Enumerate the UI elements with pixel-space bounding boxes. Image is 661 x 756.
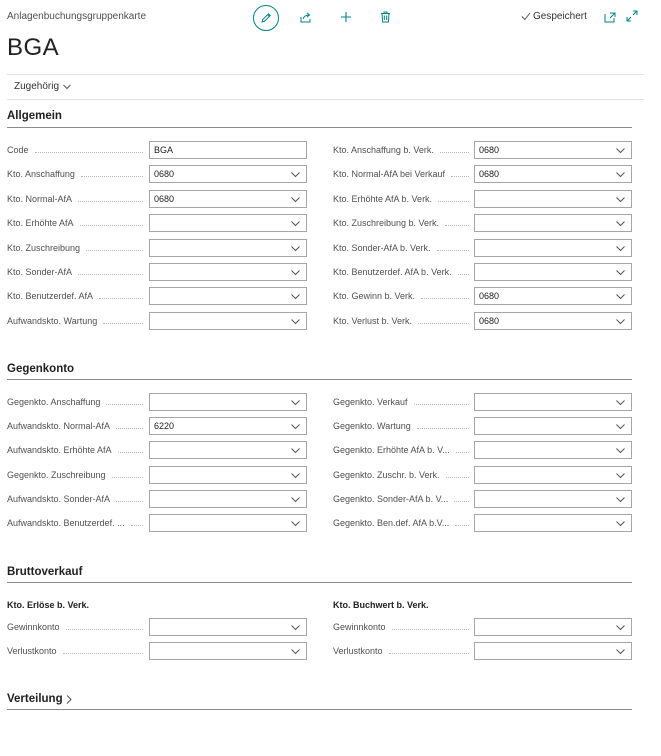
field-label-gewinnkonto <box>7 617 143 637</box>
field-label-text: Aufwandskto. Benutzerdef. ... <box>7 518 125 528</box>
field-label-text: Verlustkonto <box>7 646 57 656</box>
field-label-text: Kto. Verlust b. Verk. <box>333 316 413 326</box>
field-label-kto-anschaffung-b-verk <box>333 140 469 160</box>
select-gegenkto-anschaffung[interactable] <box>149 393 307 411</box>
section-title-bruttoverkauf[interactable]: Bruttoverkauf <box>7 566 83 578</box>
action-bar <box>7 74 644 100</box>
select-gegenkto-zuschreibung[interactable] <box>149 466 307 484</box>
chevron-down-icon[interactable] <box>616 398 625 407</box>
dot-leader <box>78 200 143 202</box>
select-kto-anschaffung-b-verk[interactable] <box>474 141 632 159</box>
select-kto-normal-afa-bei-verkauf[interactable] <box>474 165 632 183</box>
open-new-window-button[interactable] <box>603 10 617 24</box>
dot-leader <box>116 500 143 502</box>
field-label-aufwandskto-normal-afa <box>7 416 143 436</box>
chevron-down-icon[interactable] <box>616 623 625 632</box>
field-label-text: Gegenkto. Verkauf <box>333 397 408 407</box>
select-kto-gewinn-b-verk[interactable] <box>474 287 632 305</box>
select-kto-sonder-afa-b-verk[interactable] <box>474 239 632 257</box>
delete-icon <box>380 11 391 23</box>
field-label-gegenkto-sonder-afa-b-v <box>333 489 469 509</box>
field-label-text: Gegenkto. Ben.def. AfA b.V... <box>333 518 450 528</box>
share-icon <box>299 11 312 24</box>
dot-leader <box>35 151 143 153</box>
field-label-text: Gewinnkonto <box>7 622 60 632</box>
section-title-allgemein[interactable]: Allgemein <box>7 110 62 122</box>
field-label-gegenkto-erhöhte-afa-b-v <box>333 440 469 460</box>
dot-leader <box>112 476 143 478</box>
dot-leader <box>66 628 143 630</box>
dot-leader <box>451 175 469 177</box>
field-label-gegenkto-verkauf <box>333 392 469 412</box>
dot-leader <box>421 297 469 299</box>
field-label-text: Kto. Sonder-AfA <box>7 267 73 277</box>
select-aufwandskto-normal-afa[interactable] <box>149 417 307 435</box>
chevron-down-icon[interactable] <box>291 244 300 253</box>
field-label-text: Kto. Anschaffung b. Verk. <box>333 145 434 155</box>
subheading-erloese: Kto. Erlöse b. Verk. <box>7 600 90 610</box>
field-label-text: Kto. Anschaffung <box>7 169 75 179</box>
expand-icon <box>626 10 638 22</box>
related-menu-button[interactable] <box>14 81 71 92</box>
field-label-text: Kto. Zuschreibung <box>7 243 81 253</box>
section-divider <box>7 379 632 380</box>
field-label-kto-sonder-afa <box>7 262 143 282</box>
field-value: 6220 <box>154 421 175 431</box>
select-aufwandskto-wartung[interactable] <box>149 312 307 330</box>
field-label-text: Aufwandskto. Wartung <box>7 316 98 326</box>
chevron-down-icon[interactable] <box>616 195 625 204</box>
chevron-down-icon[interactable] <box>616 317 625 326</box>
dot-leader <box>417 427 469 429</box>
dot-leader <box>454 500 469 502</box>
new-button[interactable] <box>338 9 354 25</box>
field-label-kto-zuschreibung <box>7 238 143 258</box>
field-label-text: Aufwandskto. Erhöhte AfA <box>7 445 112 455</box>
chevron-down-icon[interactable] <box>291 317 300 326</box>
field-label-kto-verlust-b-verk <box>333 311 469 331</box>
field-value: 0680 <box>154 194 175 204</box>
chevron-down-icon[interactable] <box>616 471 625 480</box>
chevron-down-icon[interactable] <box>291 268 300 277</box>
related-label: Zugehörig <box>14 81 60 92</box>
select-gegenkto-erhöhte-afa-b-v[interactable] <box>474 441 632 459</box>
dot-leader <box>86 249 143 251</box>
select-aufwandskto-sonder-afa[interactable] <box>149 490 307 508</box>
page-title: BGA <box>7 34 60 61</box>
chevron-down-icon[interactable] <box>291 471 300 480</box>
dot-leader <box>81 175 143 177</box>
chevron-down-icon[interactable] <box>291 495 300 504</box>
chevron-down-icon[interactable] <box>291 623 300 632</box>
field-label-text: Gegenkto. Wartung <box>333 421 411 431</box>
verteilung-label: Verteilung <box>7 693 63 705</box>
chevron-down-icon[interactable] <box>616 446 625 455</box>
field-label-text: Gegenkto. Zuschreibung <box>7 470 106 480</box>
edit-button[interactable] <box>253 5 279 31</box>
select-gegenkto-ben-def-afa-b-v[interactable] <box>474 514 632 532</box>
field-value: BGA <box>154 145 174 155</box>
field-label-verlustkonto <box>333 641 469 661</box>
select-kto-zuschreibung[interactable] <box>149 239 307 257</box>
select-gegenkto-verkauf[interactable] <box>474 393 632 411</box>
chevron-down-icon[interactable] <box>291 647 300 656</box>
section-divider <box>7 582 632 583</box>
field-label-text: Kto. Benutzerdef. AfA <box>7 291 94 301</box>
dot-leader <box>99 297 143 299</box>
select-gewinnkonto[interactable] <box>474 618 632 636</box>
dot-leader <box>440 151 469 153</box>
select-gewinnkonto[interactable] <box>149 618 307 636</box>
expand-button[interactable] <box>625 9 639 23</box>
field-label-text: Aufwandskto. Normal-AfA <box>7 421 111 431</box>
select-aufwandskto-erhöhte-afa[interactable] <box>149 441 307 459</box>
field-label-text: Kto. Normal-AfA <box>7 194 73 204</box>
field-label-kto-anschaffung <box>7 164 143 184</box>
saved-status <box>521 11 587 22</box>
chevron-down-icon[interactable] <box>291 170 300 179</box>
chevron-down-icon[interactable] <box>291 446 300 455</box>
select-kto-benutzerdef-afa-b-verk[interactable] <box>474 263 632 281</box>
select-kto-verlust-b-verk[interactable] <box>474 312 632 330</box>
field-label-text: Kto. Sonder-AfA b. Verk. <box>333 243 431 253</box>
dot-leader <box>106 403 143 405</box>
chevron-down-icon[interactable] <box>616 219 625 228</box>
field-label-kto-benutzerdef-afa-b-verk <box>333 262 469 282</box>
dot-leader <box>118 451 143 453</box>
field-label-gegenkto-zuschreibung <box>7 465 143 485</box>
field-label-text: Gegenkto. Sonder-AfA b. V... <box>333 494 449 504</box>
chevron-down-icon[interactable] <box>291 398 300 407</box>
select-gegenkto-wartung[interactable] <box>474 417 632 435</box>
select-aufwandskto-benutzerdef[interactable] <box>149 514 307 532</box>
chevron-down-icon[interactable] <box>616 519 625 528</box>
field-label-kto-benutzerdef-afa <box>7 286 143 306</box>
plus-icon <box>340 11 352 23</box>
section-title-gegenkonto[interactable]: Gegenkonto <box>7 363 75 375</box>
saved-label: Gespeichert <box>533 11 587 22</box>
field-label-text: Kto. Erhöhte AfA b. Verk. <box>333 194 433 204</box>
dot-leader <box>80 224 143 226</box>
select-kto-erhöhte-afa[interactable] <box>149 214 307 232</box>
field-label-text: Kto. Erhöhte AfA <box>7 218 74 228</box>
field-label-verlustkonto <box>7 641 143 661</box>
input-code[interactable] <box>149 141 307 159</box>
select-kto-normal-afa[interactable] <box>149 190 307 208</box>
subheading-buchwert: Kto. Buchwert b. Verk. <box>333 600 429 610</box>
dot-leader <box>63 652 143 654</box>
field-label-aufwandskto-erhöhte-afa <box>7 440 143 460</box>
field-label-kto-gewinn-b-verk <box>333 286 469 306</box>
select-kto-benutzerdef-afa[interactable] <box>149 287 307 305</box>
chevron-down-icon[interactable] <box>616 146 625 155</box>
dot-leader <box>103 322 143 324</box>
field-label-text: Kto. Zuschreibung b. Verk. <box>333 218 440 228</box>
delete-button[interactable] <box>377 9 393 25</box>
field-label-aufwandskto-sonder-afa <box>7 489 143 509</box>
chevron-down-icon[interactable] <box>616 292 625 301</box>
dot-leader <box>455 524 469 526</box>
chevron-down-icon[interactable] <box>291 195 300 204</box>
select-kto-erhöhte-afa-b-verk[interactable] <box>474 190 632 208</box>
dot-leader <box>131 524 143 526</box>
dot-leader <box>445 224 469 226</box>
field-label-text: Code <box>7 145 29 155</box>
field-label-text: Kto. Benutzerdef. AfA b. Verk. <box>333 267 452 277</box>
dot-leader <box>116 427 143 429</box>
chevron-down-icon[interactable] <box>291 422 300 431</box>
field-label-text: Gegenkto. Anschaffung <box>7 397 101 407</box>
field-value: 0680 <box>479 291 500 301</box>
dot-leader <box>458 273 469 275</box>
select-verlustkonto[interactable] <box>474 642 632 660</box>
page-caption: Anlagenbuchungsgruppenkarte <box>7 11 146 22</box>
open-new-window-icon <box>604 12 616 23</box>
field-label-text: Gewinnkonto <box>333 622 386 632</box>
field-value: 0680 <box>154 169 175 179</box>
field-label-text: Aufwandskto. Sonder-AfA <box>7 494 111 504</box>
field-label-gewinnkonto <box>333 617 469 637</box>
section-divider <box>7 709 632 710</box>
dot-leader <box>392 628 469 630</box>
field-label-code <box>7 140 143 160</box>
field-label-kto-zuschreibung-b-verk <box>333 213 469 233</box>
chevron-down-icon[interactable] <box>616 170 625 179</box>
select-gegenkto-sonder-afa-b-v[interactable] <box>474 490 632 508</box>
field-label-kto-erhöhte-afa <box>7 213 143 233</box>
dot-leader <box>456 451 469 453</box>
field-value: 0680 <box>479 145 500 155</box>
field-label-kto-normal-afa <box>7 189 143 209</box>
field-label-aufwandskto-wartung <box>7 311 143 331</box>
field-label-text: Gegenkto. Zuschr. b. Verk. <box>333 470 440 480</box>
chevron-down-icon[interactable] <box>616 422 625 431</box>
chevron-right-icon <box>66 695 72 704</box>
chevron-down-icon <box>63 84 71 90</box>
chevron-down-icon[interactable] <box>616 268 625 277</box>
dot-leader <box>389 652 469 654</box>
field-value: 0680 <box>479 316 500 326</box>
dot-leader <box>437 249 469 251</box>
section-title-verteilung[interactable] <box>7 693 72 705</box>
field-value: 0680 <box>479 169 500 179</box>
select-kto-anschaffung[interactable] <box>149 165 307 183</box>
field-label-text: Kto. Normal-AfA bei Verkauf <box>333 169 446 179</box>
field-label-text: Verlustkonto <box>333 646 383 656</box>
field-label-gegenkto-wartung <box>333 416 469 436</box>
field-label-aufwandskto-benutzerdef <box>7 513 143 533</box>
chevron-down-icon[interactable] <box>616 647 625 656</box>
field-label-text: Gegenkto. Erhöhte AfA b. V... <box>333 445 450 455</box>
select-kto-zuschreibung-b-verk[interactable] <box>474 214 632 232</box>
chevron-down-icon[interactable] <box>616 244 625 253</box>
edit-icon <box>260 12 272 24</box>
dot-leader <box>418 322 469 324</box>
chevron-down-icon[interactable] <box>291 219 300 228</box>
select-kto-sonder-afa[interactable] <box>149 263 307 281</box>
field-label-kto-normal-afa-bei-verkauf <box>333 164 469 184</box>
checkmark-icon <box>521 12 531 21</box>
dot-leader <box>446 476 469 478</box>
dot-leader <box>414 403 469 405</box>
share-button[interactable] <box>297 9 313 25</box>
section-divider <box>7 127 632 128</box>
field-label-text: Kto. Gewinn b. Verk. <box>333 291 416 301</box>
chevron-down-icon[interactable] <box>291 292 300 301</box>
field-label-kto-erhöhte-afa-b-verk <box>333 189 469 209</box>
chevron-down-icon[interactable] <box>291 519 300 528</box>
field-label-gegenkto-zuschr-b-verk <box>333 465 469 485</box>
field-label-gegenkto-anschaffung <box>7 392 143 412</box>
select-verlustkonto[interactable] <box>149 642 307 660</box>
field-label-gegenkto-ben-def-afa-b-v <box>333 513 469 533</box>
field-label-kto-sonder-afa-b-verk <box>333 238 469 258</box>
select-gegenkto-zuschr-b-verk[interactable] <box>474 466 632 484</box>
chevron-down-icon[interactable] <box>616 495 625 504</box>
dot-leader <box>78 273 143 275</box>
dot-leader <box>438 200 469 202</box>
